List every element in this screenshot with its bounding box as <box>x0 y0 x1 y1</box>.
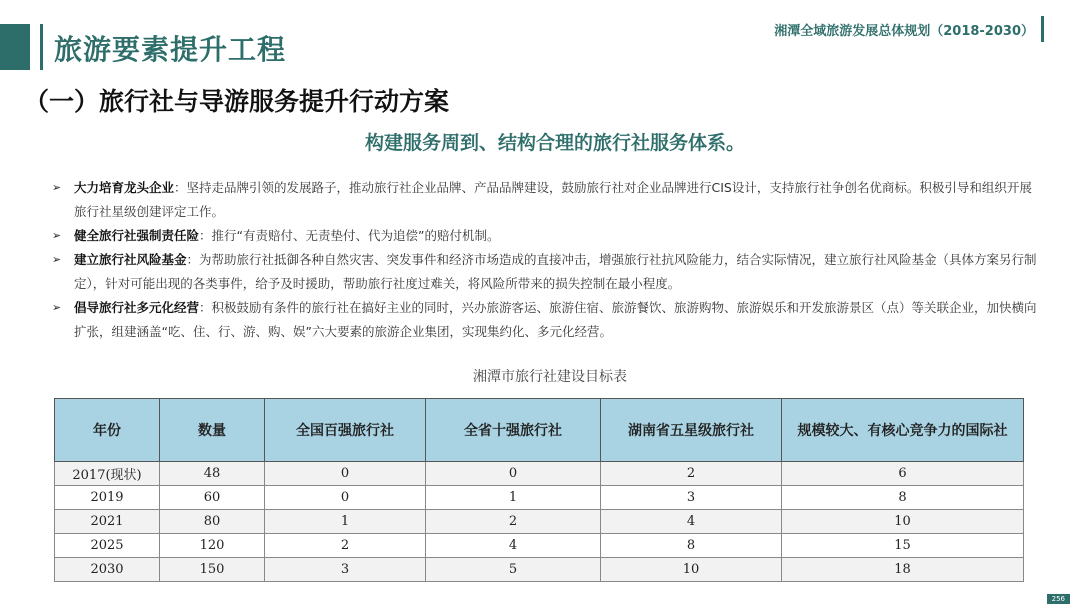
table-cell: 6 <box>782 462 1024 486</box>
table-cell: 60 <box>160 486 265 510</box>
table-cell: 0 <box>265 486 426 510</box>
page-number: 256 <box>1047 594 1070 604</box>
list-item <box>52 296 1042 344</box>
table-cell: 0 <box>426 462 601 486</box>
table-cell: 150 <box>160 558 265 582</box>
column-header: 年份 <box>55 399 160 462</box>
table-cell: 2025 <box>55 534 160 558</box>
table-cell: 18 <box>782 558 1024 582</box>
table-row <box>55 534 1024 558</box>
table-cell: 3 <box>265 558 426 582</box>
bullet-list <box>52 176 1042 344</box>
slogan: 构建服务周到、结构合理的旅行社服务体系。 <box>364 132 745 154</box>
arrow-bullet-icon: ➢ <box>52 229 62 242</box>
table-row <box>55 486 1024 510</box>
column-header: 规模较大、有核心竞争力的国际社 <box>782 399 1024 462</box>
bullet-text: ：积极鼓励有条件的旅行社在搞好主业的同时，兴办旅游客运、旅游住宿、旅游餐饮、旅游购物、旅游娱乐和开发旅游景区（点）等关联企业，加快横向扩张，组建涵盖“吃、住、行、游、购、娱”六大要素的旅游企业集团，实现集约化、多元化经营。 <box>74 300 1037 339</box>
table-cell: 80 <box>160 510 265 534</box>
table-cell: 10 <box>782 510 1024 534</box>
table-cell: 5 <box>426 558 601 582</box>
table-cell: 48 <box>160 462 265 486</box>
bullet-text: ：推行“有责赔付、无责垫付、代为追偿”的赔付机制。 <box>199 228 500 243</box>
table-cell: 8 <box>782 486 1024 510</box>
table-cell: 4 <box>601 510 782 534</box>
table-cell: 10 <box>601 558 782 582</box>
table-header-row <box>55 399 1024 462</box>
bullet-text: ：为帮助旅行社抵御各种自然灾害、突发事件和经济市场造成的直接冲击，增强旅行社抗风险能力，结合实际情况，建立旅行社风险基金（具体方案另行制定），针对可能出现的各类事件，给予及时援助，帮助旅行社度过难关，将风险所带来的损失控制在最小程度。 <box>74 252 1037 291</box>
table-row <box>55 558 1024 582</box>
table-row <box>55 510 1024 534</box>
list-item <box>52 248 1042 296</box>
table-cell: 2017(现状) <box>55 462 160 486</box>
arrow-bullet-icon: ➢ <box>52 253 62 266</box>
bullet-title: 大力培育龙头企业 <box>74 180 175 195</box>
table-cell: 8 <box>601 534 782 558</box>
table-cell: 1 <box>426 486 601 510</box>
column-header: 湖南省五星级旅行社 <box>601 399 782 462</box>
table-cell: 0 <box>265 462 426 486</box>
list-item <box>52 176 1042 224</box>
table-cell: 2 <box>265 534 426 558</box>
arrow-bullet-icon: ➢ <box>52 181 62 194</box>
section-title: 旅游要素提升工程 <box>54 33 287 66</box>
column-header: 全国百强旅行社 <box>265 399 426 462</box>
column-header: 全省十强旅行社 <box>426 399 601 462</box>
page-subtitle: （一）旅行社与导游服务提升行动方案 <box>24 87 450 116</box>
arrow-bullet-icon: ➢ <box>52 301 62 314</box>
table-cell: 15 <box>782 534 1024 558</box>
accent-block <box>0 24 30 70</box>
table-caption: 湘潭市旅行社建设目标表 <box>473 369 627 385</box>
plan-title <box>774 20 1044 39</box>
bullet-text: ：坚持走品牌引领的发展路子，推动旅行社企业品牌、产品品牌建设，鼓励旅行社对企业品牌进行CIS设计，支持旅行社争创名优商标。积极引导和组织开展旅行社星级创建评定工作。 <box>74 180 1032 219</box>
bullet-title: 建立旅行社风险基金 <box>74 252 187 267</box>
table-cell: 2030 <box>55 558 160 582</box>
table-cell: 2019 <box>55 486 160 510</box>
table-cell: 4 <box>426 534 601 558</box>
column-header: 数量 <box>160 399 265 462</box>
bullet-title: 倡导旅行社多元化经营 <box>74 300 200 315</box>
table-cell: 120 <box>160 534 265 558</box>
bullet-title: 健全旅行社强制责任险 <box>74 228 200 243</box>
table-row <box>55 462 1024 486</box>
list-item <box>52 224 1042 248</box>
table-cell: 1 <box>265 510 426 534</box>
targets-table <box>54 398 1024 582</box>
table-cell: 2 <box>426 510 601 534</box>
table-cell: 2021 <box>55 510 160 534</box>
plan-title-text: 湘潭全域旅游发展总体规划（2018-2030） <box>774 24 1034 39</box>
table-cell: 2 <box>601 462 782 486</box>
accent-divider <box>40 24 43 70</box>
table-cell: 3 <box>601 486 782 510</box>
